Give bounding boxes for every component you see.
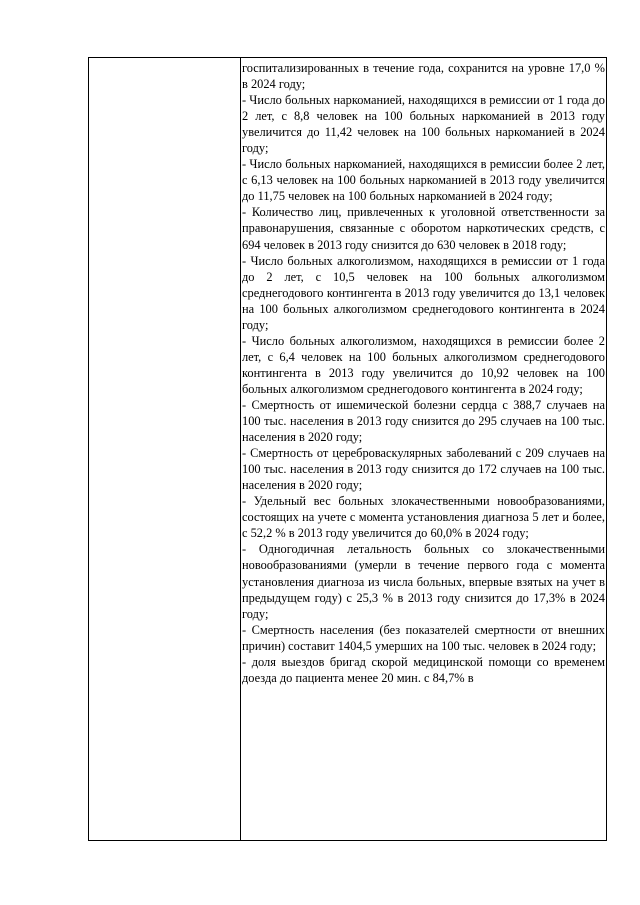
indicator-paragraph: - Одногодичная летальность больных со злокачественными новообразованиями (умерли в течение первого года с момента установления диагноза из числа больных, впервые взятых на учет в предыдущем году) с 25,3 % в 2013 году снизится до 17,3% в 2024 году; bbox=[242, 542, 605, 621]
indicator-paragraph: госпитализированных в течение года, сохранится на уровне 17,0 % в 2024 году; bbox=[242, 61, 605, 92]
column-divider bbox=[240, 58, 241, 840]
document-table bbox=[88, 57, 607, 841]
table-left-cell bbox=[89, 58, 240, 840]
indicator-paragraph: - Число больных алкоголизмом, находящихся в ремиссии от 1 года до 2 лет, с 10,5 человек на 100 больных алкоголизмом среднегодового контингента в 2013 году увеличится до 13,1 человек на 100 больных алкоголизмом среднегодового контингента в 2024 году; bbox=[242, 253, 605, 332]
indicator-paragraph: - Удельный вес больных злокачественными новообразованиями, состоящих на учете с момента установления диагноза 5 лет и более, с 52,2 % в 2013 году увеличится до 60,0% в 2024 году; bbox=[242, 494, 605, 541]
indicator-paragraph: - доля выездов бригад скорой медицинской помощи со временем доезда до пациента менее 20 мин. с 84,7% в bbox=[242, 654, 605, 685]
indicator-paragraph: - Число больных наркоманией, находящихся в ремиссии более 2 лет, с 6,13 человек на 100 больных наркоманией в 2013 году увеличится до 11,75 человек на 100 больных наркоманией в 2024 году; bbox=[242, 157, 605, 204]
indicator-paragraph: - Число больных алкоголизмом, находящихся в ремиссии более 2 лет, с 6,4 человек на 100 больных алкоголизмом среднегодового контингента в 2013 году увеличится до 10,92 человек на 100 больных алкоголизмом среднегодового контингента в 2024 году; bbox=[242, 333, 605, 396]
indicator-paragraph: - Количество лиц, привлеченных к уголовной ответственности за правонарушения, связанные с оборотом наркотических средств, с 694 человек в 2013 году снизится до 630 человек в 2018 году; bbox=[242, 205, 605, 252]
indicator-paragraph: - Число больных наркоманией, находящихся в ремиссии от 1 года до 2 лет, с 8,8 человек на 100 больных наркоманией в 2013 году увеличится до 11,42 человек на 100 больных наркоманией в 2024 году; bbox=[242, 93, 605, 156]
indicator-paragraph: - Смертность населения (без показателей смертности от внешних причин) составит 1404,5 умерших на 100 тыс. человек в 2024 году; bbox=[242, 622, 605, 653]
table-right-cell bbox=[242, 60, 605, 840]
indicator-paragraph: - Смертность от ишемической болезни сердца с 388,7 случаев на 100 тыс. населения в 2013 году снизится до 295 случаев на 100 тыс. населения в 2020 году; bbox=[242, 397, 605, 445]
indicator-paragraph: - Смертность от цереброваскулярных заболеваний с 209 случаев на 100 тыс. населения в 2013 году снизится до 172 случаев на 100 тыс. населения в 2020 году; bbox=[242, 446, 605, 493]
